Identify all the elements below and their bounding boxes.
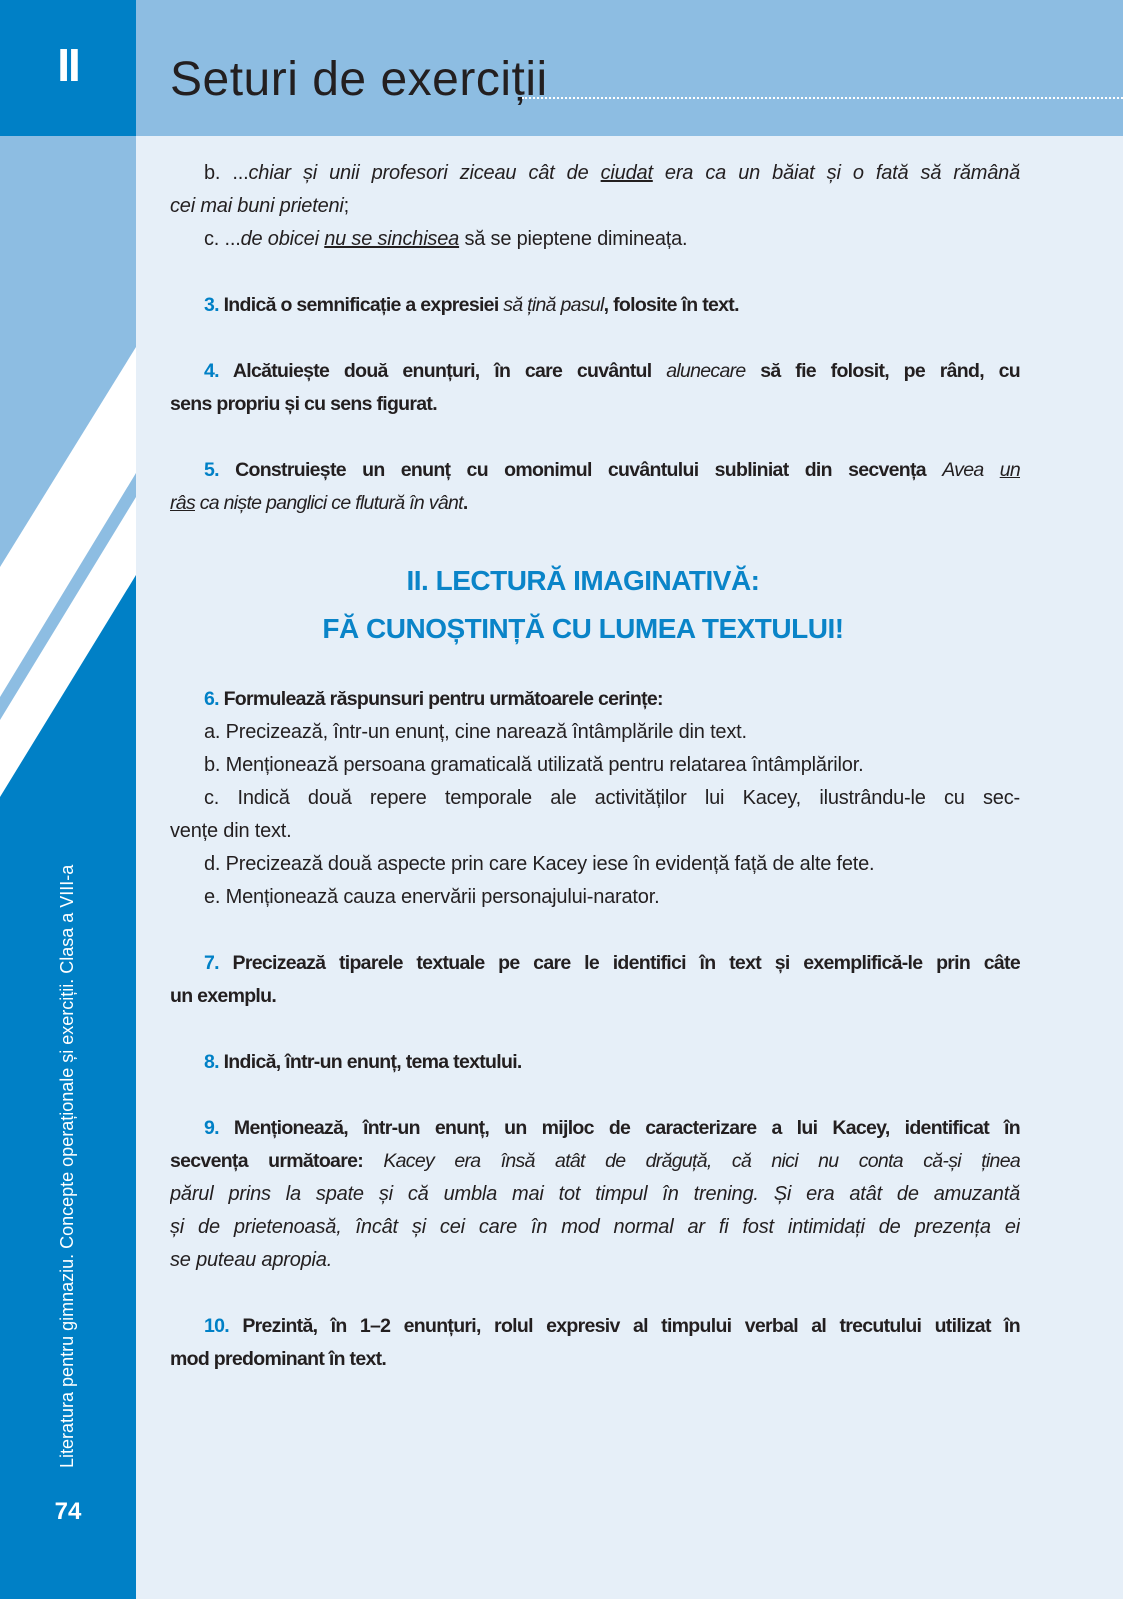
exercise-number: 6. [204, 688, 219, 710]
exercises-part-1 [170, 157, 1020, 520]
exercises-part-2 [170, 683, 1020, 1376]
exercise-number: 4. [204, 360, 219, 382]
exercise-number: 9. [204, 1117, 219, 1139]
text-segment: . [462, 492, 468, 514]
text-line [170, 683, 1020, 716]
text-segment: ; [343, 195, 350, 217]
text-segment: cei mai buni prieteni [170, 195, 344, 217]
exercise-block [170, 947, 1020, 1013]
text-line [170, 289, 1020, 322]
text-segment: d. Precizează două aspecte prin care Kacey iese în evidență față de alte fete. [204, 853, 875, 875]
text-segment: secvența următoare: [170, 1150, 384, 1172]
running-title: Literatura pentru gimnaziu. Concepte operaționale și exerciții. Clasa a VIII-a [57, 864, 77, 1468]
text-segment: Indică o semnificație a expresiei [218, 294, 504, 316]
text-segment: ciudat [600, 162, 653, 184]
text-line [170, 947, 1020, 980]
text-segment: Construiește un enunț cu omonimul cuvântului subliniat din secvența [218, 459, 943, 481]
text-segment: chiar și unii profesori ziceau cât de [248, 162, 601, 184]
text-line [170, 388, 1020, 421]
chapter-numeral: II [57, 39, 79, 91]
text-segment: Kacey era însă atât de drăguță, că nici nu conta că-și ținea [383, 1150, 1020, 1172]
text-segment: se puteau apropia. [170, 1249, 333, 1271]
text-segment: nu se sinchisea [324, 228, 460, 250]
text-line [170, 881, 1020, 914]
text-segment: b. ... [204, 162, 249, 184]
text-line [170, 815, 1020, 848]
page-number: 74 [54, 1498, 82, 1525]
text-segment: și de prietenoasă, încât și cei care în mod normal ar fi fost intimidați de prezența ei [170, 1216, 1020, 1238]
text-segment: să fie folosit, pe rând, cu [745, 360, 1020, 382]
text-segment: să țină pasul [503, 294, 604, 316]
text-line [170, 355, 1020, 388]
text-segment: , folosite în text. [603, 294, 739, 316]
text-line [170, 487, 1020, 520]
text-segment: Avea [942, 459, 1000, 481]
text-line [170, 716, 1020, 749]
text-segment: mod predominant în text. [170, 1348, 387, 1370]
chapter-badge [0, 0, 136, 136]
exercise-block [170, 1310, 1020, 1376]
text-line [170, 1211, 1020, 1244]
text-line [170, 1310, 1020, 1343]
text-segment: să se pieptene dimineața. [459, 228, 688, 250]
text-line [170, 454, 1020, 487]
text-line [170, 749, 1020, 782]
text-line [170, 1145, 1020, 1178]
text-segment: Prezintă, în 1–2 enunțuri, rolul expresiv al timpului verbal al trecutului utilizat în [229, 1315, 1020, 1337]
exercise-number: 7. [204, 952, 219, 974]
text-line [170, 1112, 1020, 1145]
exercise-block [170, 1046, 1020, 1079]
text-segment: ca niște panglici ce flutură în vânt [195, 492, 463, 514]
text-line [170, 1046, 1020, 1079]
exercise-block [170, 1112, 1020, 1277]
exercise-block [170, 454, 1020, 520]
exercise-block [170, 157, 1020, 256]
text-line [170, 1244, 1020, 1277]
text-line [170, 980, 1020, 1013]
section-heading-line-2: FĂ CUNOȘTINȚĂ CU LUMEA TEXTULUI! [322, 613, 844, 644]
text-segment: vențe din text. [170, 820, 292, 842]
page-header [136, 0, 1123, 136]
text-segment: a. Precizează, într-un enunț, cine narează întâmplările din text. [204, 721, 747, 743]
text-line [170, 1178, 1020, 1211]
exercise-block [170, 289, 1020, 322]
text-segment: părul prins la spate și că umbla mai tot timpul în trening. Și era atât de amuzantă [170, 1183, 1020, 1205]
text-line [170, 190, 1020, 223]
text-line [170, 157, 1020, 190]
text-segment: un [999, 459, 1020, 481]
text-segment: de obicei [240, 228, 325, 250]
text-line [170, 848, 1020, 881]
text-segment: râs [170, 492, 195, 514]
text-segment: b. Menționează persoana gramaticală utilizată pentru relatarea întâmplărilor. [204, 754, 864, 776]
text-segment: alunecare [666, 360, 746, 382]
text-segment: Precizează tiparele textuale pe care le identifici în text și exemplifică-le prin câte [218, 952, 1020, 974]
text-line [170, 1343, 1020, 1376]
exercise-block [170, 683, 1020, 914]
text-segment: c. ... [204, 228, 241, 250]
text-line [170, 223, 1020, 256]
exercise-block [170, 355, 1020, 421]
exercise-number: 5. [204, 459, 219, 481]
exercise-number: 8. [204, 1051, 219, 1073]
text-segment: e. Menționează cauza enervării personajului-narator. [204, 886, 660, 908]
exercise-number: 10. [204, 1315, 230, 1337]
dotted-rule [522, 97, 1123, 99]
exercise-content [170, 157, 1020, 1409]
page-title: Seturi de exerciții [170, 53, 548, 106]
text-line [170, 782, 1020, 815]
text-segment: sens propriu și cu sens figurat. [170, 393, 437, 415]
text-segment: era ca un băiat și o fată să rămână [652, 162, 1020, 184]
exercise-number: 3. [204, 294, 219, 316]
text-segment: Formulează răspunsuri pentru următoarele cerințe: [218, 688, 663, 710]
section-heading-line-1: II. LECTURĂ IMAGINATIVĂ: [406, 565, 760, 596]
text-segment: Alcătuiește două enunțuri, în care cuvântul [218, 360, 667, 382]
sidebar-decoration [0, 0, 136, 1599]
text-segment: Menționează, într-un enunț, un mijloc de caracterizare a lui Kacey, identificat în [218, 1117, 1020, 1139]
text-segment: un exemplu. [170, 985, 277, 1007]
text-segment: Indică, într-un enunț, tema textului. [218, 1051, 522, 1073]
text-segment: c. Indică două repere temporale ale activităților lui Kacey, ilustrându-le cu sec- [204, 787, 1020, 809]
section-heading [170, 557, 1020, 653]
